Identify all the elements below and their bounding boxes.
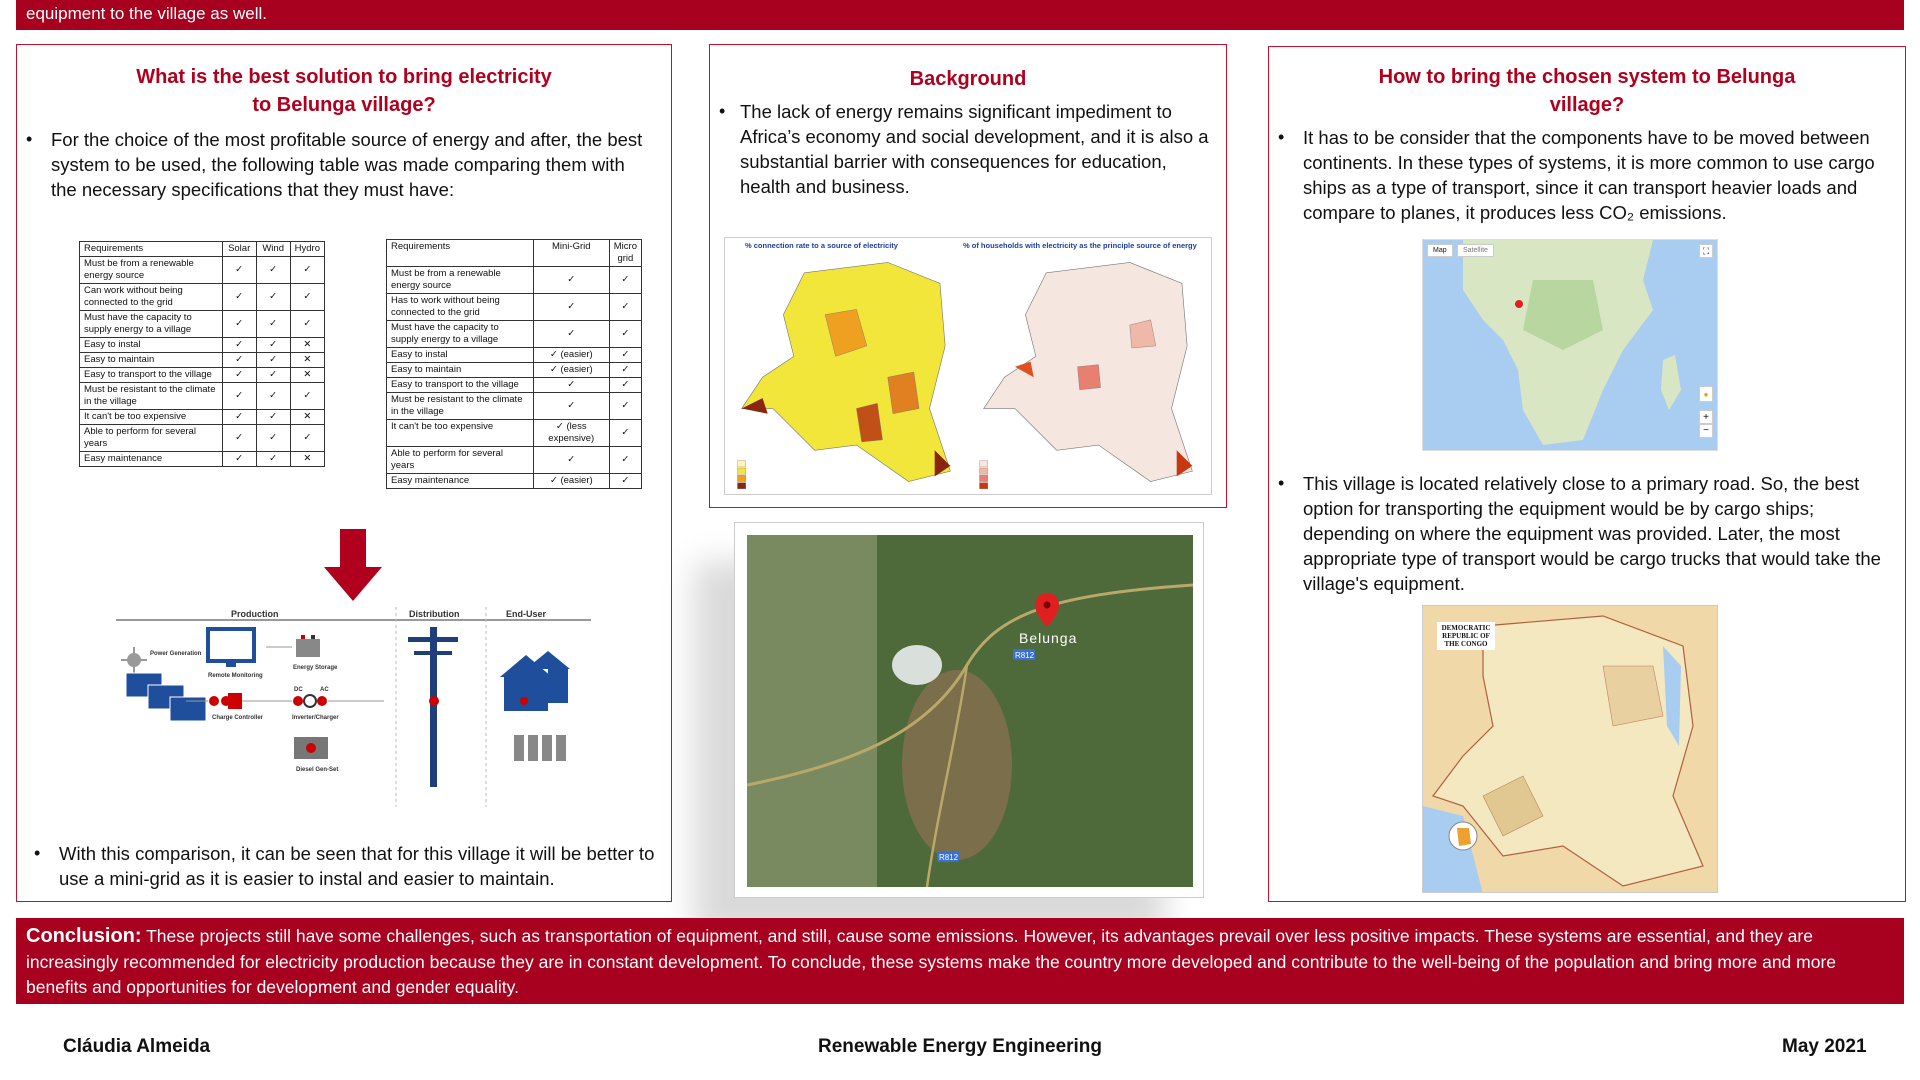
- table-header-cell: Requirements: [80, 242, 223, 257]
- table-header-cell: Solar: [222, 242, 256, 257]
- footer-course: Renewable Energy Engineering: [818, 1036, 1103, 1057]
- table-requirement-cell: Easy maintenance: [80, 452, 223, 467]
- table-header-cell: Requirements: [387, 240, 534, 267]
- congo-political-map: [1422, 605, 1718, 893]
- table-row: [80, 284, 325, 311]
- table-requirement-cell: Easy to instal: [387, 348, 534, 363]
- table-value-cell: ✕: [290, 353, 324, 368]
- table-requirement-cell: Must be resistant to the climate in the village: [387, 393, 534, 420]
- charge-controller-icon: [209, 693, 242, 709]
- road-label-1: R812: [1015, 651, 1035, 660]
- table-value-cell: ✓: [609, 378, 641, 393]
- diagram-label-ac: AC: [320, 687, 329, 693]
- table-row: [387, 474, 642, 489]
- table-value-cell: ✓ (easier): [533, 348, 609, 363]
- sun-icon: [121, 647, 147, 673]
- table-requirement-cell: Must have the capacity to supply energy to a village: [387, 321, 534, 348]
- table-requirement-cell: Able to perform for several years: [80, 425, 223, 452]
- table-header-cell: Hydro: [290, 242, 324, 257]
- diagram-label-distribution: Distribution: [409, 609, 460, 619]
- table-row: [80, 368, 325, 383]
- table-value-cell: ✓ (easier): [533, 474, 609, 489]
- meters-icon: [514, 735, 566, 761]
- table-requirement-cell: Easy to instal: [80, 338, 223, 353]
- table-row: [387, 420, 642, 447]
- diagram-label-remote-monitoring: Remote Monitoring: [208, 673, 263, 679]
- footer-date: May 2021: [1782, 1036, 1867, 1057]
- table-value-cell: ✓: [222, 257, 256, 284]
- table-value-cell: ✓: [256, 383, 290, 410]
- road-label-2: R812: [939, 853, 959, 862]
- conclusion-text: These projects still have some challenges, such as transportation of equipment, and still, cause some emissions. However, its advantages prevail over less positive impacts. These systems are essential, and they are increasingly recommended for electricity production because they are in constant development. To conclude, these systems make the country more developed and contribute to the well-being of the population and bring more and more benefits and opportunities for development and gender equality.: [26, 926, 1837, 997]
- conclusion-label: Conclusion:: [26, 925, 142, 947]
- table-value-cell: ✓: [533, 378, 609, 393]
- table-value-cell: ✓: [290, 425, 324, 452]
- houses-icon: [500, 651, 570, 711]
- table-header-cell: Mini-Grid: [533, 240, 609, 267]
- table-requirement-cell: It can't be too expensive: [80, 410, 223, 425]
- zoom-out-button[interactable]: −: [1699, 424, 1713, 438]
- table-value-cell: ✓ (less expensive): [533, 420, 609, 447]
- table-value-cell: ✓: [256, 368, 290, 383]
- table-value-cell: ✕: [290, 338, 324, 353]
- right-panel-title: [1269, 63, 1905, 119]
- table-value-cell: ✓: [290, 383, 324, 410]
- comparison-table-sources: [79, 241, 325, 467]
- satellite-place-label: Belunga: [1019, 630, 1078, 646]
- diagram-label-charge-controller: Charge Controller: [212, 715, 264, 721]
- table-row: [387, 267, 642, 294]
- middle-bullet-1: • The lack of energy remains significant impediment to Africa’s economy and social development, and it is also a substantial barrier with consequences for education, health and business.: [710, 99, 1226, 199]
- table-value-cell: ✓: [533, 447, 609, 474]
- table-value-cell: ✓: [222, 311, 256, 338]
- table-value-cell: ✓: [222, 452, 256, 467]
- table-value-cell: ✓: [609, 420, 641, 447]
- monitor-icon: [208, 629, 254, 667]
- fullscreen-icon[interactable]: ⛶: [1699, 244, 1713, 258]
- right-bullet-2: • This village is located relatively close to a primary road. So, the best option for transporting the equipment would be by cargo ships; depending on where the equipment was provided. Later, the most appropriate type of transport would be cargo trucks that would take the village's equipment.: [1269, 471, 1899, 596]
- table-value-cell: ✓: [290, 284, 324, 311]
- table-requirement-cell: Has to work without being connected to the grid: [387, 294, 534, 321]
- power-pole-icon: [408, 627, 458, 787]
- table-value-cell: ✓: [533, 393, 609, 420]
- footer-author: Cláudia Almeida: [63, 1036, 211, 1057]
- table-row: [80, 425, 325, 452]
- table-requirement-cell: Easy to maintain: [80, 353, 223, 368]
- satellite-image: [747, 535, 1193, 887]
- table-value-cell: ✓: [609, 474, 641, 489]
- diagram-label-end-user: End-User: [506, 609, 547, 619]
- table-value-cell: ✓: [222, 338, 256, 353]
- electricity-maps: [724, 237, 1212, 495]
- inverter-icon: [293, 695, 327, 707]
- table-value-cell: ✓: [256, 257, 290, 284]
- map-connection-rate: [731, 252, 961, 492]
- table-value-cell: ✕: [290, 452, 324, 467]
- table-requirement-cell: Easy to maintain: [387, 363, 534, 378]
- left-panel: [16, 44, 672, 902]
- table-header-cell: Micro grid: [609, 240, 641, 267]
- conclusion-box: [16, 918, 1904, 1004]
- table-row: [387, 447, 642, 474]
- left-bullet-2: • With this comparison, it can be seen that for this village it will be better to use a mini-grid as it is easier to instal and easier to maintain.: [25, 841, 665, 891]
- congo-map-title: DEMOCRATIC REPUBLIC OF THE CONGO: [1437, 622, 1495, 650]
- left-panel-title: [17, 63, 671, 119]
- solar-panels-icon: [126, 673, 206, 721]
- top-banner: equipment to the village as well.: [16, 0, 1904, 30]
- table-value-cell: ✓: [256, 410, 290, 425]
- table-row: [387, 348, 642, 363]
- table-requirement-cell: Must be resistant to the climate in the village: [80, 383, 223, 410]
- table-value-cell: ✓: [609, 447, 641, 474]
- middle-panel: [709, 44, 1227, 508]
- table-row: [80, 383, 325, 410]
- pegman-icon[interactable]: ●: [1699, 386, 1713, 402]
- table-value-cell: ✓: [609, 363, 641, 378]
- table-requirement-cell: Must be from a renewable energy source: [80, 257, 223, 284]
- table-value-cell: ✓: [256, 425, 290, 452]
- table-value-cell: ✓: [222, 368, 256, 383]
- left-title-line1: What is the best solution to bring electricity: [136, 66, 552, 88]
- table-requirement-cell: Easy to transport to the village: [80, 368, 223, 383]
- table-row: [80, 410, 325, 425]
- table-value-cell: ✓: [222, 425, 256, 452]
- table-value-cell: ✓: [222, 410, 256, 425]
- table-value-cell: ✓: [290, 257, 324, 284]
- africa-map-graphic: [1423, 240, 1718, 451]
- table-value-cell: ✓: [256, 284, 290, 311]
- table-row: [80, 257, 325, 284]
- map-right-title: % of households with electricity as the principle source of energy: [963, 241, 1197, 250]
- table-value-cell: ✓: [222, 353, 256, 368]
- table-value-cell: ✓: [222, 284, 256, 311]
- middle-panel-title: Background: [909, 68, 1027, 90]
- table-value-cell: ✓ (easier): [533, 363, 609, 378]
- table-value-cell: ✓: [609, 393, 641, 420]
- table-value-cell: ✓: [256, 353, 290, 368]
- table-row: [80, 353, 325, 368]
- table-header-cell: Wind: [256, 242, 290, 257]
- table-header-row: [80, 242, 325, 257]
- table-row: [80, 338, 325, 353]
- table-requirement-cell: Able to perform for several years: [387, 447, 534, 474]
- table-row: [387, 393, 642, 420]
- table-value-cell: ✓: [533, 294, 609, 321]
- table-value-cell: ✓: [609, 294, 641, 321]
- table-requirement-cell: Easy maintenance: [387, 474, 534, 489]
- comparison-table-grids: [386, 239, 642, 489]
- table-header-row: [387, 240, 642, 267]
- table-value-cell: ✓: [609, 267, 641, 294]
- table-value-cell: ✓: [609, 321, 641, 348]
- table-requirement-cell: Can work without being connected to the grid: [80, 284, 223, 311]
- table-row: [387, 294, 642, 321]
- satellite-image-frame: [734, 522, 1204, 898]
- table-value-cell: ✕: [290, 368, 324, 383]
- table-value-cell: ✓: [609, 348, 641, 363]
- table-requirement-cell: Must have the capacity to supply energy to a village: [80, 311, 223, 338]
- diagram-label-power-generation: Power Generation: [150, 651, 202, 657]
- map-households-electricity: [973, 252, 1203, 492]
- diagram-label-energy-storage: Energy Storage: [293, 665, 338, 671]
- map-left-title: % connection rate to a source of electricity: [745, 241, 898, 250]
- map-tab-map[interactable]: Map: [1427, 244, 1453, 257]
- diagram-label-production: Production: [231, 609, 279, 619]
- table-value-cell: ✓: [256, 452, 290, 467]
- right-title-line2: village?: [1549, 94, 1625, 116]
- left-title-line2: to Belunga village?: [252, 94, 436, 116]
- table-value-cell: ✓: [533, 321, 609, 348]
- table-requirement-cell: Easy to transport to the village: [387, 378, 534, 393]
- table-value-cell: ✓: [256, 311, 290, 338]
- table-row: [387, 321, 642, 348]
- right-bullet-1: • It has to be consider that the components have to be moved between continents. In these types of systems, it is more common to use cargo ships as a type of transport, since it can transport heavier loads and compare to planes, it produces less CO₂ emissions.: [1269, 125, 1905, 225]
- diagram-label-inverter-charger: Inverter/Charger: [292, 715, 339, 721]
- table-value-cell: ✓: [533, 267, 609, 294]
- arrow-down-icon: [324, 529, 382, 601]
- table-row: [387, 363, 642, 378]
- map-tab-satellite[interactable]: Satellite: [1457, 244, 1494, 257]
- table-value-cell: ✕: [290, 410, 324, 425]
- table-row: [80, 452, 325, 467]
- mini-grid-diagram: [116, 607, 591, 817]
- right-title-line1: How to bring the chosen system to Belunga: [1378, 66, 1796, 88]
- zoom-in-button[interactable]: +: [1699, 410, 1713, 424]
- table-value-cell: ✓: [256, 338, 290, 353]
- right-panel: [1268, 46, 1906, 902]
- table-requirement-cell: It can't be too expensive: [387, 420, 534, 447]
- table-row: [387, 378, 642, 393]
- table-value-cell: ✓: [222, 383, 256, 410]
- diesel-genset-icon: [294, 737, 328, 759]
- diagram-label-dc: DC: [294, 687, 303, 693]
- table-row: [80, 311, 325, 338]
- table-value-cell: ✓: [290, 311, 324, 338]
- diagram-label-diesel-genset: Diesel Gen-Set: [296, 767, 339, 773]
- africa-map: [1422, 239, 1718, 451]
- table-requirement-cell: Must be from a renewable energy source: [387, 267, 534, 294]
- battery-icon: [296, 635, 320, 657]
- left-bullet-1: • For the choice of the most profitable source of energy and after, the best system to be used, the following table was made comparing them with the necessary specifications that they must have:: [17, 127, 671, 202]
